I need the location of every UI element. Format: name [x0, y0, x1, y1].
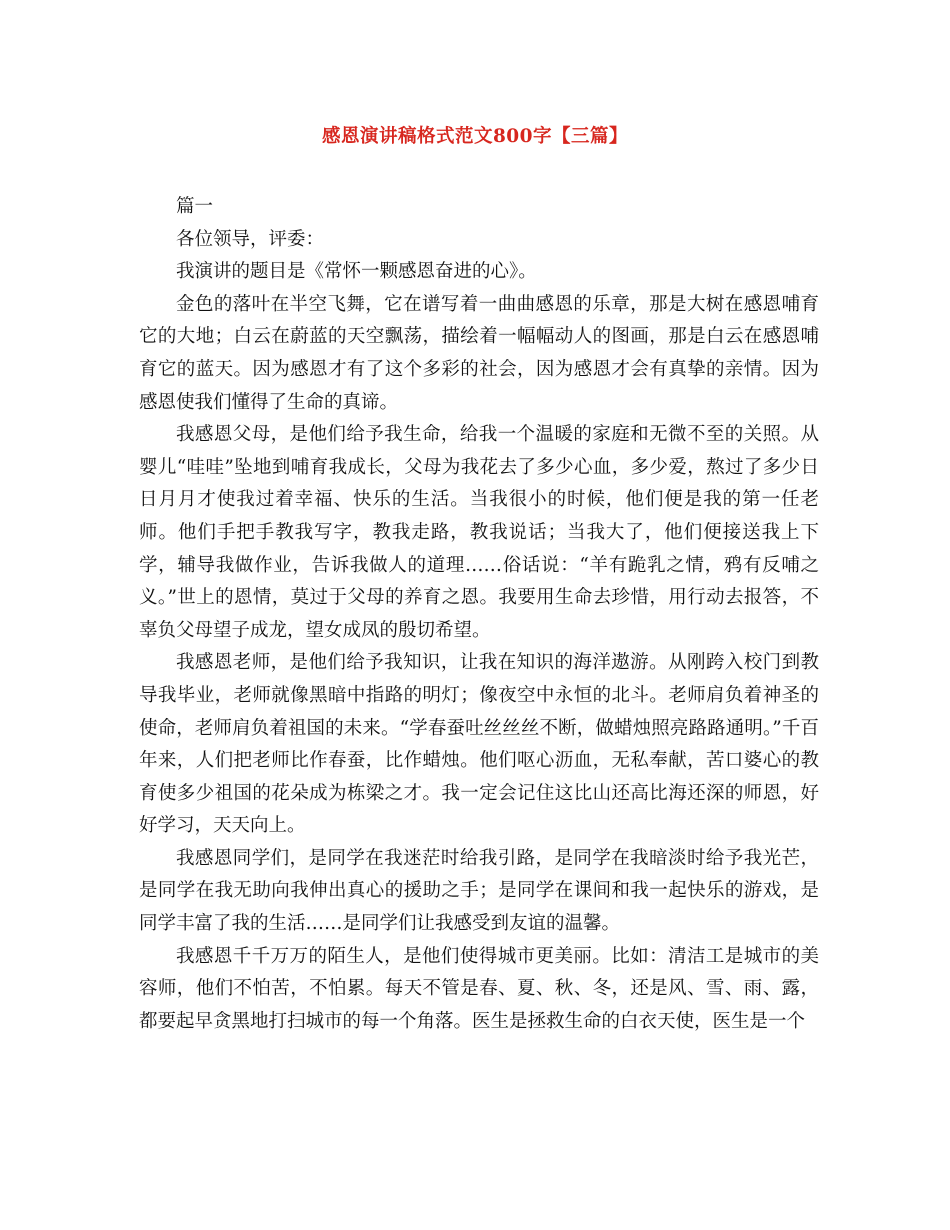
document-title: 感恩演讲稿格式范文800字【三篇】 — [321, 126, 629, 147]
speech-topic: 我演讲的题目是《常怀一颗感恩奋进的心》。 — [176, 261, 537, 283]
salutation: 各位领导，评委： — [176, 228, 325, 250]
paragraph: 我感恩父母，是他们给予我生命，给我一个温暖的家庭和无微不至的关照。从婴儿“哇哇”坠地到哺育我成长，父母为我花去了多少心血，多少爱，熬过了多少日日月月才使我过着幸福、快乐的生活。当我很小的时候，他们便是我的第一任老师。他们手把手教我写字，教我走路，教我说话；当我大了，他们便接送我上下学，辅导我做作业，告诉我做人的道理……俗话说：“羊有跪乳之情，鸦有反哺之义。”世上的恩情，莫过于父母的养育之恩。我要用生命去珍惜，用行动去报答，不辜负父母望子成龙，望女成凤的殷切希望。 — [139, 424, 819, 641]
paragraph: 我感恩同学们，是同学在我迷茫时给我引路，是同学在我暗淡时给予我光芒，是同学在我无助向我伸出真心的援助之手；是同学在课间和我一起快乐的游戏，是同学丰富了我的生活……是同学们让我感受到友谊的温馨。 — [139, 847, 819, 935]
paragraph: 我感恩老师，是他们给予我知识，让我在知识的海洋遨游。从刚跨入校门到教导我毕业，老师就像黑暗中指路的明灯；像夜空中永恒的北斗。老师肩负着神圣的使命，老师肩负着祖国的未来。“学春蚕吐丝丝丝不断，做蜡烛照亮路路通明。”千百年来，人们把老师比作春蚕，比作蜡烛。他们呕心沥血，无私奉献，苦口婆心的教育使多少祖国的花朵成为栋梁之才。我一定会记住这比山还高比海还深的师恩，好好学习，天天向上。 — [139, 652, 819, 837]
paragraph: 我感恩千千万万的陌生人，是他们使得城市更美丽。比如：清洁工是城市的美容师，他们不怕苦，不怕累。每天不管是春、夏、秋、冬，还是风、雪、雨、露，都要起早贪黑地打扫城市的每一个角落。医生是拯救生命的白衣天使，医生是一个 — [139, 945, 819, 1032]
document-body — [139, 191, 819, 1038]
section-heading: 篇一 — [176, 196, 214, 217]
paragraph: 金色的落叶在半空飞舞，它在谱写着一曲曲感恩的乐章，那是大树在感恩哺育它的大地；白云在蔚蓝的天空飘荡，描绘着一幅幅动人的图画，那是白云在感恩哺育它的蓝天。因为感恩才有了这个多彩的社会，因为感恩才会有真挚的亲情。因为感恩使我们懂得了生命的真谛。 — [139, 293, 819, 413]
